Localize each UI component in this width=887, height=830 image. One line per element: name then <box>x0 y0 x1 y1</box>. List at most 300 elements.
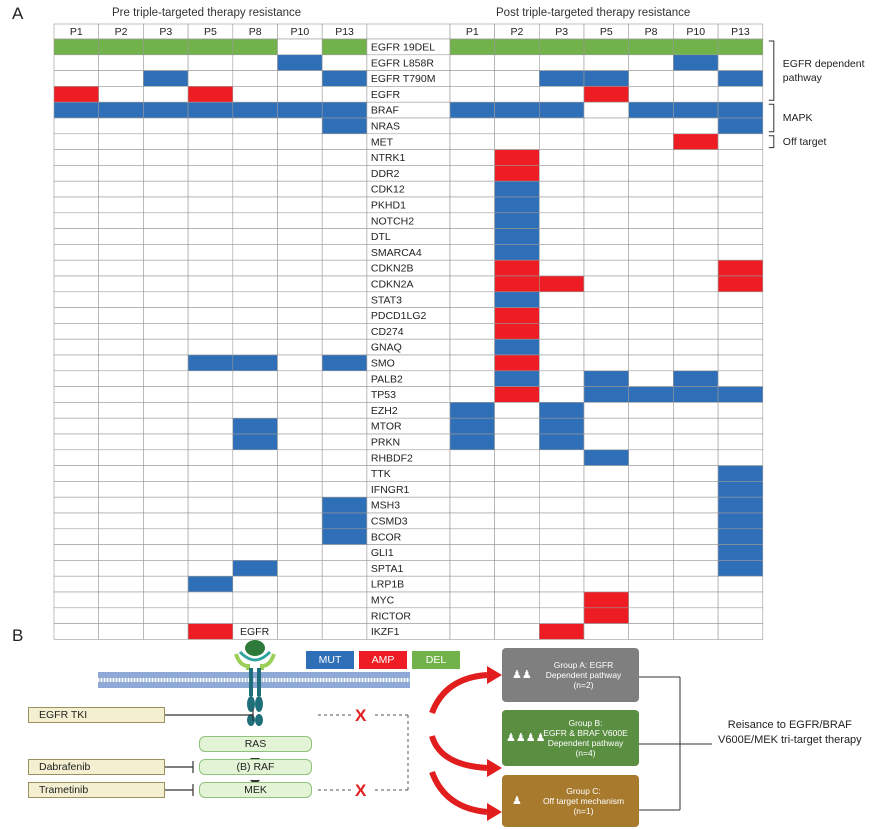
heatmap-cell <box>539 355 584 371</box>
heatmap-cell <box>673 434 718 450</box>
heatmap-cell <box>99 434 144 450</box>
heatmap-cell <box>539 244 584 260</box>
heatmap-cell <box>143 150 188 166</box>
heatmap-cell <box>54 339 99 355</box>
heatmap-cell <box>495 402 540 418</box>
heatmap-cell <box>450 102 495 118</box>
heatmap-cell <box>233 608 278 624</box>
people-icon: ♟♟♟♟ <box>506 732 546 744</box>
heatmap-cell <box>233 323 278 339</box>
red-arrows <box>432 675 487 812</box>
gene-label: TTK <box>370 468 391 481</box>
legend-amp: AMP <box>359 651 407 669</box>
heatmap-cell <box>718 197 763 213</box>
heatmap-cell <box>188 323 233 339</box>
heatmap-cell <box>718 39 763 55</box>
heatmap-cell <box>143 371 188 387</box>
heatmap-cell <box>322 434 367 450</box>
heatmap-cell <box>99 402 144 418</box>
heatmap-cell <box>584 102 629 118</box>
heatmap-cell <box>278 466 323 482</box>
heatmap-cell <box>450 292 495 308</box>
heatmap-cell <box>450 197 495 213</box>
heatmap-cell <box>99 244 144 260</box>
gene-label: GLI1 <box>370 547 394 560</box>
heatmap-cell <box>322 118 367 134</box>
heatmap-cell <box>718 181 763 197</box>
heatmap-cell <box>54 418 99 434</box>
heatmap-cell <box>188 308 233 324</box>
heatmap-cell <box>673 624 718 640</box>
pre-therapy-title: Pre triple-targeted therapy resistance <box>112 7 302 19</box>
outcome-bracket <box>639 677 712 810</box>
heatmap-cell <box>495 387 540 403</box>
heatmap-cell <box>718 434 763 450</box>
heatmap-cell <box>99 418 144 434</box>
heatmap-cell <box>278 55 323 71</box>
drug-trametinib: Trametinib <box>28 782 165 798</box>
heatmap-cell <box>450 624 495 640</box>
heatmap-cell <box>278 355 323 371</box>
heatmap-cell <box>450 450 495 466</box>
heatmap-cell <box>673 102 718 118</box>
heatmap-cell <box>673 197 718 213</box>
heatmap-cell <box>673 450 718 466</box>
heatmap-cell <box>278 592 323 608</box>
heatmap-cell <box>673 118 718 134</box>
heatmap-cell <box>99 260 144 276</box>
heatmap-cell <box>539 560 584 576</box>
signal-braf: (B) RAF <box>199 759 312 775</box>
heatmap-cell <box>584 355 629 371</box>
heatmap-cell <box>322 244 367 260</box>
heatmap-cell <box>495 466 540 482</box>
heatmap-cell <box>322 213 367 229</box>
heatmap-cell <box>495 592 540 608</box>
heatmap-cell <box>539 102 584 118</box>
heatmap-cell <box>322 165 367 181</box>
heatmap-cell <box>188 434 233 450</box>
heatmap-cell <box>99 71 144 87</box>
heatmap-cell <box>54 529 99 545</box>
heatmap-cell <box>718 513 763 529</box>
heatmap-cell <box>188 418 233 434</box>
heatmap-cell <box>233 260 278 276</box>
heatmap-cell <box>188 387 233 403</box>
heatmap-cell <box>673 292 718 308</box>
gene-label: SMO <box>370 357 395 370</box>
heatmap-cell <box>233 450 278 466</box>
heatmap-cell <box>718 118 763 134</box>
heatmap-cell <box>539 323 584 339</box>
heatmap-cell <box>629 624 674 640</box>
gene-label: IKZF1 <box>370 626 400 639</box>
heatmap-cell <box>718 229 763 245</box>
heatmap-cell <box>629 244 674 260</box>
heatmap-cell <box>188 592 233 608</box>
heatmap-cell <box>54 165 99 181</box>
heatmap-cell <box>629 181 674 197</box>
heatmap-cell <box>718 102 763 118</box>
heatmap-cell <box>143 608 188 624</box>
heatmap-cell <box>143 545 188 561</box>
dashed-connector <box>318 715 408 790</box>
heatmap-cell <box>495 513 540 529</box>
heatmap-cell <box>539 608 584 624</box>
heatmap-cell <box>673 466 718 482</box>
heatmap-cell <box>718 481 763 497</box>
heatmap-cell <box>233 497 278 513</box>
heatmap-cell <box>233 181 278 197</box>
heatmap-cell <box>188 118 233 134</box>
heatmap-cell <box>673 276 718 292</box>
heatmap-cell <box>629 260 674 276</box>
heatmap-cell <box>322 292 367 308</box>
gene-label: MET <box>370 136 394 149</box>
heatmap-cell <box>54 308 99 324</box>
heatmap-cell <box>143 165 188 181</box>
heatmap-cell <box>450 402 495 418</box>
bracket-line <box>769 136 774 148</box>
heatmap-cell <box>495 55 540 71</box>
heatmap-cell <box>233 418 278 434</box>
heatmap-cell <box>143 118 188 134</box>
people-icon: ♟♟ <box>512 669 532 681</box>
heatmap-cell <box>584 624 629 640</box>
heatmap-cell <box>99 576 144 592</box>
heatmap-cell <box>188 355 233 371</box>
heatmap-cell <box>629 339 674 355</box>
heatmap-cell <box>584 560 629 576</box>
heatmap-cell <box>450 497 495 513</box>
heatmap-cell <box>188 481 233 497</box>
group-c-box <box>502 775 639 827</box>
heatmap-cell <box>54 323 99 339</box>
heatmap-cell <box>584 181 629 197</box>
heatmap-cell <box>673 576 718 592</box>
gene-label: EGFR 19DEL <box>370 41 436 54</box>
heatmap-cell <box>322 260 367 276</box>
block-mark-1: X <box>355 706 367 725</box>
heatmap-cell <box>322 308 367 324</box>
heatmap-cell <box>322 624 367 640</box>
heatmap-cell <box>143 102 188 118</box>
heatmap-cell <box>495 244 540 260</box>
heatmap-cell <box>539 418 584 434</box>
heatmap-cell <box>450 260 495 276</box>
heatmap-cell <box>450 55 495 71</box>
heatmap-cell <box>278 276 323 292</box>
heatmap-cell <box>495 39 540 55</box>
heatmap-cell <box>143 39 188 55</box>
cell-membrane <box>98 672 410 688</box>
heatmap-cell <box>143 260 188 276</box>
heatmap-cell <box>629 466 674 482</box>
heatmap-cell <box>539 545 584 561</box>
heatmap-cell <box>322 102 367 118</box>
heatmap-cell <box>629 529 674 545</box>
heatmap-cell <box>143 402 188 418</box>
heatmap-cell <box>99 450 144 466</box>
heatmap-cell <box>673 608 718 624</box>
gene-label: RHBDF2 <box>370 452 413 465</box>
heatmap-cell <box>673 213 718 229</box>
heatmap-cell <box>99 134 144 150</box>
gene-label: PDCD1LG2 <box>370 310 427 323</box>
heatmap-cell <box>629 229 674 245</box>
heatmap-cell <box>495 102 540 118</box>
heatmap-cell <box>629 481 674 497</box>
heatmap-cell <box>539 450 584 466</box>
heatmap-cell <box>584 339 629 355</box>
gene-label: CSMD3 <box>370 515 408 528</box>
gene-label: MYC <box>370 594 395 607</box>
heatmap-cell <box>450 213 495 229</box>
heatmap-cell <box>188 529 233 545</box>
heatmap-cell <box>233 276 278 292</box>
heatmap-cell <box>233 355 278 371</box>
heatmap-cell <box>99 387 144 403</box>
heatmap-cell <box>322 39 367 55</box>
heatmap-cell <box>450 387 495 403</box>
heatmap-cell <box>99 55 144 71</box>
heatmap-cell <box>54 55 99 71</box>
heatmap-cell <box>450 466 495 482</box>
heatmap-cell <box>233 402 278 418</box>
heatmap-cell <box>584 197 629 213</box>
heatmap-cell <box>629 560 674 576</box>
heatmap-cell <box>629 592 674 608</box>
heatmap-cell <box>233 371 278 387</box>
heatmap-cell <box>495 260 540 276</box>
bracket-label: EGFR dependent pathway <box>782 57 865 84</box>
heatmap-cell <box>718 134 763 150</box>
drug-egfr-tki: EGFR TKI <box>28 707 165 723</box>
heatmap-cell <box>278 497 323 513</box>
heatmap-cell <box>54 545 99 561</box>
gene-label: CD274 <box>370 325 404 338</box>
patient-header: P8 <box>248 26 262 38</box>
heatmap-cell <box>718 371 763 387</box>
gene-label: MTOR <box>370 420 402 433</box>
heatmap-cell <box>54 292 99 308</box>
heatmap-cell <box>233 213 278 229</box>
heatmap-cell <box>99 118 144 134</box>
gene-label: EGFR L858R <box>370 57 434 70</box>
heatmap-cell <box>278 624 323 640</box>
heatmap-cell <box>718 292 763 308</box>
heatmap-cell <box>539 118 584 134</box>
heatmap-cell <box>322 371 367 387</box>
heatmap-cell <box>584 150 629 166</box>
heatmap-cell <box>584 592 629 608</box>
heatmap-cell <box>278 229 323 245</box>
heatmap-cell <box>450 308 495 324</box>
heatmap-cell <box>278 608 323 624</box>
heatmap-cell <box>718 165 763 181</box>
heatmap-cell <box>450 39 495 55</box>
heatmap-cell <box>143 418 188 434</box>
heatmap-cell <box>495 292 540 308</box>
heatmap-cell <box>539 150 584 166</box>
heatmap-cell <box>233 165 278 181</box>
heatmap-cell <box>188 39 233 55</box>
heatmap-cell <box>539 497 584 513</box>
heatmap-cell <box>188 292 233 308</box>
heatmap-cell <box>322 355 367 371</box>
heatmap-cell <box>584 165 629 181</box>
heatmap-cell <box>188 244 233 260</box>
heatmap-cell <box>99 102 144 118</box>
heatmap-cell <box>673 592 718 608</box>
heatmap-cell <box>143 481 188 497</box>
group-c-text: Group C: Off target mechanism (n=1) <box>542 786 625 816</box>
heatmap-cell <box>278 39 323 55</box>
heatmap-cell <box>143 181 188 197</box>
heatmap-cell <box>718 450 763 466</box>
patient-header: P13 <box>731 26 750 38</box>
heatmap-cell <box>188 71 233 87</box>
heatmap-cell <box>584 387 629 403</box>
heatmap-cell <box>450 371 495 387</box>
gene-label: EGFR <box>370 88 401 101</box>
heatmap-cell <box>495 118 540 134</box>
heatmap-cell <box>54 434 99 450</box>
heatmap-cell <box>233 71 278 87</box>
heatmap-cell <box>584 71 629 87</box>
heatmap-cell <box>673 545 718 561</box>
heatmap-cell <box>450 276 495 292</box>
gene-label: DDR2 <box>370 167 400 180</box>
heatmap-cell <box>188 339 233 355</box>
heatmap-cell <box>539 481 584 497</box>
heatmap-cell <box>278 371 323 387</box>
heatmap-cell <box>54 402 99 418</box>
heatmap-cell <box>233 339 278 355</box>
heatmap-cell <box>495 276 540 292</box>
heatmap-cell <box>673 308 718 324</box>
heatmap-cell <box>584 418 629 434</box>
gene-label: TP53 <box>370 389 397 402</box>
heatmap-cell <box>673 260 718 276</box>
heatmap-cell <box>54 560 99 576</box>
gene-label: RICTOR <box>370 610 411 623</box>
heatmap-cell <box>143 466 188 482</box>
heatmap-cell <box>539 387 584 403</box>
heatmap-cell <box>322 197 367 213</box>
heatmap-cell <box>188 371 233 387</box>
heatmap-cell <box>495 86 540 102</box>
heatmap-cell <box>450 244 495 260</box>
heatmap-cell <box>673 181 718 197</box>
gene-label: BRAF <box>370 104 399 117</box>
heatmap-cell <box>673 86 718 102</box>
heatmap-cell <box>143 292 188 308</box>
heatmap-cell <box>278 323 323 339</box>
heatmap-cell <box>99 624 144 640</box>
heatmap-cell <box>322 450 367 466</box>
heatmap-cell <box>718 86 763 102</box>
heatmap-cell <box>673 371 718 387</box>
heatmap-cell <box>188 545 233 561</box>
gene-label: PALB2 <box>370 373 403 386</box>
heatmap-cell <box>539 371 584 387</box>
heatmap-cell <box>629 197 674 213</box>
heatmap-cell <box>673 55 718 71</box>
heatmap-cell <box>233 560 278 576</box>
gene-label: DTL <box>370 231 391 244</box>
heatmap-cell <box>188 102 233 118</box>
heatmap-cell <box>54 466 99 482</box>
heatmap-cell <box>233 150 278 166</box>
heatmap-cell <box>143 244 188 260</box>
heatmap-cell <box>718 402 763 418</box>
heatmap-cell <box>539 624 584 640</box>
post-therapy-title: Post triple-targeted therapy resistance <box>496 7 691 19</box>
heatmap-cell <box>278 165 323 181</box>
heatmap-cell <box>495 229 540 245</box>
heatmap-cell <box>143 86 188 102</box>
bracket-line <box>769 104 774 132</box>
heatmap-cell <box>99 592 144 608</box>
heatmap-cell <box>718 608 763 624</box>
heatmap-cell <box>233 545 278 561</box>
heatmap-cell <box>673 323 718 339</box>
heatmap-cell <box>278 560 323 576</box>
heatmap-cell <box>322 387 367 403</box>
heatmap-cell <box>233 434 278 450</box>
heatmap-cell <box>539 434 584 450</box>
heatmap-cell <box>718 529 763 545</box>
heatmap-cell <box>188 497 233 513</box>
gene-label: NOTCH2 <box>370 215 415 228</box>
patient-header: P2 <box>114 26 128 38</box>
heatmap-cell <box>450 118 495 134</box>
heatmap-cell <box>629 418 674 434</box>
heatmap-cell <box>143 197 188 213</box>
heatmap-cell <box>99 545 144 561</box>
legend-mut: MUT <box>306 651 354 669</box>
heatmap-cell <box>584 497 629 513</box>
heatmap-cell <box>99 608 144 624</box>
heatmap-cell <box>629 134 674 150</box>
heatmap-cell <box>278 71 323 87</box>
heatmap-cell <box>143 624 188 640</box>
heatmap-cell <box>188 86 233 102</box>
heatmap-cell <box>584 576 629 592</box>
heatmap-cell <box>54 134 99 150</box>
heatmap-cell <box>143 134 188 150</box>
heatmap-cell <box>584 86 629 102</box>
egfr-receptor-label: EGFR <box>240 626 270 638</box>
heatmap-cell <box>99 86 144 102</box>
heatmap-cell <box>188 260 233 276</box>
heatmap-cell <box>278 86 323 102</box>
heatmap-cell <box>233 308 278 324</box>
heatmap-cell <box>629 434 674 450</box>
heatmap-cell <box>539 592 584 608</box>
heatmap-cell <box>539 260 584 276</box>
heatmap-cell <box>450 150 495 166</box>
heatmap-cell <box>99 308 144 324</box>
heatmap-cell <box>143 450 188 466</box>
heatmap-cell <box>584 118 629 134</box>
heatmap-cell <box>450 513 495 529</box>
heatmap-cell <box>718 387 763 403</box>
heatmap-cell <box>233 592 278 608</box>
heatmap-cell <box>450 529 495 545</box>
heatmap-cell <box>278 576 323 592</box>
